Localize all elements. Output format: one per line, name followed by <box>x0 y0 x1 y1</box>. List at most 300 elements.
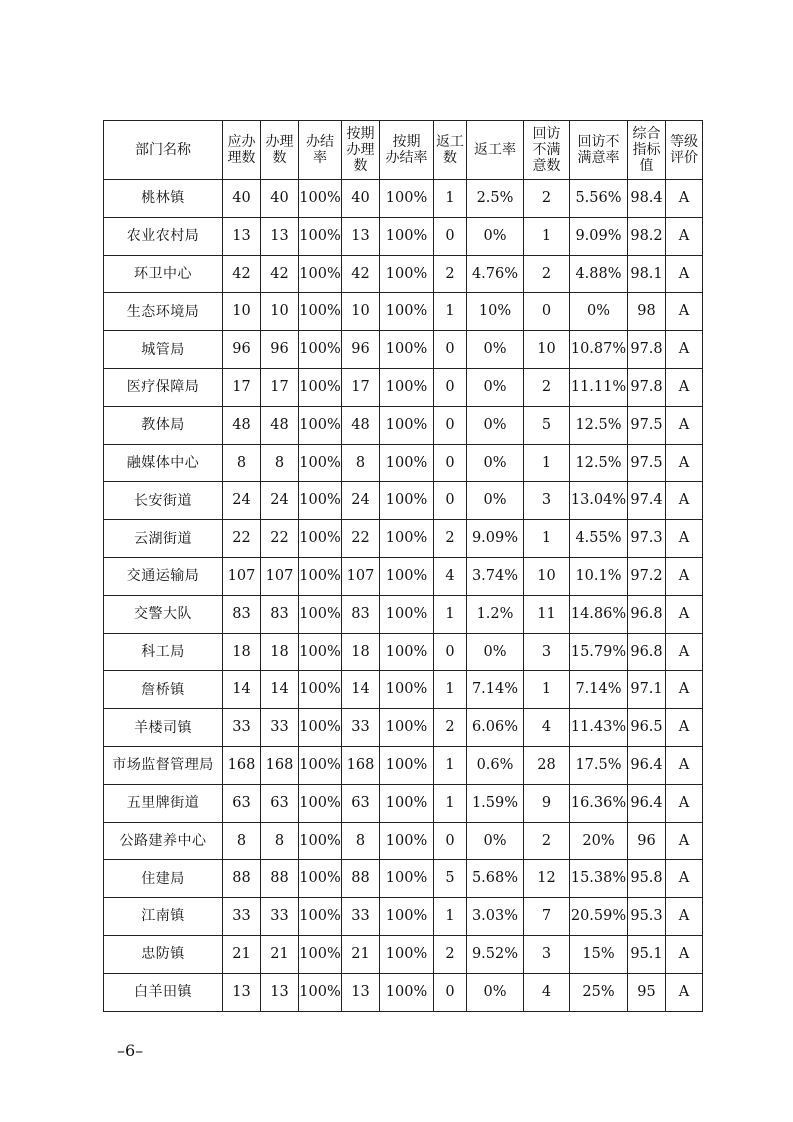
table-cell: 33 <box>342 709 380 747</box>
table-cell: 16.36% <box>570 784 628 822</box>
table-cell: 12.5% <box>570 406 628 444</box>
table-cell: A <box>666 293 703 331</box>
table-cell: 83 <box>342 595 380 633</box>
table-cell: 83 <box>261 595 299 633</box>
column-header: 办结 率 <box>299 121 342 180</box>
table-cell: 13.04% <box>570 482 628 520</box>
table-cell: 100% <box>299 633 342 671</box>
table-cell: A <box>666 973 703 1011</box>
table-cell: 0 <box>434 406 467 444</box>
table-cell: 8 <box>261 444 299 482</box>
table-cell: 7.14% <box>467 671 524 709</box>
table-cell: 0 <box>434 368 467 406</box>
table-cell: 100% <box>299 595 342 633</box>
table-cell: 7 <box>524 898 570 936</box>
table-cell: 0% <box>570 293 628 331</box>
table-cell: 21 <box>261 935 299 973</box>
column-header: 返工 数 <box>434 121 467 180</box>
table-row <box>104 444 703 482</box>
table-cell: A <box>666 898 703 936</box>
table-cell: 0% <box>467 633 524 671</box>
table-cell: 100% <box>380 255 434 293</box>
table-cell: A <box>666 746 703 784</box>
table-cell: 1 <box>434 293 467 331</box>
table-row <box>104 898 703 936</box>
table-cell: 96.4 <box>628 746 666 784</box>
table-cell: A <box>666 255 703 293</box>
table-cell: 100% <box>299 860 342 898</box>
table-cell: A <box>666 784 703 822</box>
table-cell: A <box>666 331 703 369</box>
table-cell: 13 <box>342 217 380 255</box>
table-cell: 22 <box>223 520 261 558</box>
department-name-cell: 交警大队 <box>104 595 223 633</box>
table-cell: 2 <box>524 180 570 218</box>
table-cell: 83 <box>223 595 261 633</box>
table-cell: 96.8 <box>628 633 666 671</box>
table-cell: 97.5 <box>628 444 666 482</box>
table-cell: 17 <box>261 368 299 406</box>
table-row <box>104 293 703 331</box>
table-cell: 107 <box>223 557 261 595</box>
table-cell: 1 <box>434 595 467 633</box>
table-cell: 10 <box>342 293 380 331</box>
table-cell: 95.8 <box>628 860 666 898</box>
table-cell: 168 <box>342 746 380 784</box>
table-cell: 100% <box>299 557 342 595</box>
table-cell: A <box>666 595 703 633</box>
table-cell: 40 <box>342 180 380 218</box>
table-cell: 42 <box>342 255 380 293</box>
table-cell: 100% <box>299 822 342 860</box>
table-cell: 17.5% <box>570 746 628 784</box>
table-cell: 42 <box>223 255 261 293</box>
department-name-cell: 医疗保障局 <box>104 368 223 406</box>
table-cell: 40 <box>223 180 261 218</box>
table-row <box>104 671 703 709</box>
table-cell: 33 <box>261 898 299 936</box>
table-cell: 33 <box>223 709 261 747</box>
table-cell: 0% <box>467 444 524 482</box>
table-cell: 100% <box>299 935 342 973</box>
table-cell: 5.68% <box>467 860 524 898</box>
table-cell: A <box>666 709 703 747</box>
department-name-cell: 环卫中心 <box>104 255 223 293</box>
table-cell: 6.06% <box>467 709 524 747</box>
table-cell: 13 <box>342 973 380 1011</box>
table-row <box>104 520 703 558</box>
table-cell: 5 <box>524 406 570 444</box>
table-cell: 96.8 <box>628 595 666 633</box>
column-header: 按期 办结率 <box>380 121 434 180</box>
table-row <box>104 860 703 898</box>
table-cell: 100% <box>380 671 434 709</box>
table-cell: 2 <box>434 709 467 747</box>
table-cell: 100% <box>299 180 342 218</box>
page-number: –6– <box>117 1041 144 1060</box>
table-cell: 48 <box>223 406 261 444</box>
table-cell: 18 <box>261 633 299 671</box>
department-name-cell: 忠防镇 <box>104 935 223 973</box>
table-cell: 0 <box>434 444 467 482</box>
table-cell: 100% <box>299 898 342 936</box>
evaluation-table <box>103 120 703 1012</box>
table-cell: 100% <box>380 293 434 331</box>
table-cell: 2 <box>434 520 467 558</box>
table-cell: 97.4 <box>628 482 666 520</box>
table-cell: 100% <box>380 898 434 936</box>
table-cell: 63 <box>223 784 261 822</box>
department-name-cell: 羊楼司镇 <box>104 709 223 747</box>
table-cell: 100% <box>299 482 342 520</box>
table-row <box>104 935 703 973</box>
table-cell: 24 <box>261 482 299 520</box>
table-cell: 22 <box>342 520 380 558</box>
table-row <box>104 255 703 293</box>
table-cell: 0 <box>434 482 467 520</box>
table-cell: 0 <box>434 633 467 671</box>
department-name-cell: 教体局 <box>104 406 223 444</box>
table-cell: 33 <box>261 709 299 747</box>
table-cell: 97.2 <box>628 557 666 595</box>
table-cell: 0% <box>467 973 524 1011</box>
table-cell: 10 <box>524 557 570 595</box>
column-header: 办理 数 <box>261 121 299 180</box>
column-header: 部门名称 <box>104 121 223 180</box>
table-cell: 88 <box>223 860 261 898</box>
table-cell: 2 <box>434 255 467 293</box>
table-cell: 97.8 <box>628 331 666 369</box>
table-cell: 0 <box>434 973 467 1011</box>
table-cell: 21 <box>223 935 261 973</box>
table-cell: 100% <box>380 368 434 406</box>
table-cell: A <box>666 444 703 482</box>
table-cell: 1.59% <box>467 784 524 822</box>
table-cell: 100% <box>299 255 342 293</box>
table-cell: A <box>666 935 703 973</box>
department-name-cell: 五里牌街道 <box>104 784 223 822</box>
department-name-cell: 住建局 <box>104 860 223 898</box>
table-cell: 63 <box>261 784 299 822</box>
department-name-cell: 交通运输局 <box>104 557 223 595</box>
table-cell: 100% <box>299 520 342 558</box>
table-cell: 20% <box>570 822 628 860</box>
table-cell: 5 <box>434 860 467 898</box>
table-header <box>104 121 703 180</box>
table-cell: 1 <box>434 784 467 822</box>
table-cell: 98.4 <box>628 180 666 218</box>
table-cell: 28 <box>524 746 570 784</box>
table-cell: 100% <box>380 180 434 218</box>
table-row <box>104 822 703 860</box>
department-name-cell: 农业农村局 <box>104 217 223 255</box>
table-cell: 3 <box>524 633 570 671</box>
table-cell: 17 <box>223 368 261 406</box>
table-cell: 100% <box>380 482 434 520</box>
table-cell: 1 <box>434 671 467 709</box>
table-cell: 5.56% <box>570 180 628 218</box>
table-row <box>104 784 703 822</box>
table-cell: 97.3 <box>628 520 666 558</box>
column-header: 按期 办理 数 <box>342 121 380 180</box>
table-cell: 8 <box>261 822 299 860</box>
table-cell: 25% <box>570 973 628 1011</box>
table-cell: 18 <box>342 633 380 671</box>
table-cell: 98.1 <box>628 255 666 293</box>
table-cell: 13 <box>223 973 261 1011</box>
table-cell: 97.5 <box>628 406 666 444</box>
table-cell: 24 <box>223 482 261 520</box>
table-cell: 0 <box>434 822 467 860</box>
table-cell: 100% <box>299 293 342 331</box>
table-cell: 98.2 <box>628 217 666 255</box>
table-cell: 8 <box>223 822 261 860</box>
table-cell: 63 <box>342 784 380 822</box>
table-cell: A <box>666 860 703 898</box>
table-cell: 9 <box>524 784 570 822</box>
table-cell: 4.76% <box>467 255 524 293</box>
department-name-cell: 融媒体中心 <box>104 444 223 482</box>
table-row <box>104 331 703 369</box>
table-cell: 10 <box>223 293 261 331</box>
table-cell: A <box>666 482 703 520</box>
table-cell: 1.2% <box>467 595 524 633</box>
table-cell: 8 <box>223 444 261 482</box>
table-cell: 100% <box>299 671 342 709</box>
table-cell: 88 <box>342 860 380 898</box>
table-cell: 2 <box>434 935 467 973</box>
table-cell: 22 <box>261 520 299 558</box>
table-cell: 168 <box>223 746 261 784</box>
table-cell: 13 <box>223 217 261 255</box>
table-cell: 100% <box>380 935 434 973</box>
table-cell: A <box>666 368 703 406</box>
table-cell: 100% <box>299 444 342 482</box>
table-cell: 96 <box>261 331 299 369</box>
table-cell: 97.1 <box>628 671 666 709</box>
table-row <box>104 217 703 255</box>
table-cell: 24 <box>342 482 380 520</box>
table-cell: 7.14% <box>570 671 628 709</box>
table-cell: 97.8 <box>628 368 666 406</box>
table-cell: A <box>666 822 703 860</box>
table-cell: 4.88% <box>570 255 628 293</box>
table-cell: A <box>666 557 703 595</box>
table-cell: 95.3 <box>628 898 666 936</box>
department-name-cell: 江南镇 <box>104 898 223 936</box>
table-cell: 4 <box>524 973 570 1011</box>
table-cell: 18 <box>223 633 261 671</box>
table-cell: 15% <box>570 935 628 973</box>
table-row <box>104 746 703 784</box>
table-cell: 100% <box>380 822 434 860</box>
table-cell: 100% <box>380 557 434 595</box>
table-cell: 3.74% <box>467 557 524 595</box>
table-cell: 107 <box>261 557 299 595</box>
table-row <box>104 973 703 1011</box>
table-cell: 100% <box>380 444 434 482</box>
table-cell: 100% <box>380 860 434 898</box>
table-cell: 100% <box>380 709 434 747</box>
table-cell: 33 <box>342 898 380 936</box>
table-row <box>104 482 703 520</box>
table-cell: 2 <box>524 822 570 860</box>
table-cell: 20.59% <box>570 898 628 936</box>
table-cell: 1 <box>434 746 467 784</box>
table-cell: 0 <box>434 331 467 369</box>
table-cell: 12 <box>524 860 570 898</box>
table-cell: 100% <box>299 784 342 822</box>
table-cell: 14.86% <box>570 595 628 633</box>
table-cell: 96.5 <box>628 709 666 747</box>
table-cell: 100% <box>299 368 342 406</box>
table-cell: 1 <box>434 180 467 218</box>
table-cell: 10.1% <box>570 557 628 595</box>
department-name-cell: 长安街道 <box>104 482 223 520</box>
column-header: 返工率 <box>467 121 524 180</box>
table-cell: 2.5% <box>467 180 524 218</box>
table-cell: 9.52% <box>467 935 524 973</box>
table-cell: 100% <box>380 520 434 558</box>
table-cell: 48 <box>342 406 380 444</box>
table-cell: 14 <box>261 671 299 709</box>
table-cell: A <box>666 671 703 709</box>
table-cell: 0% <box>467 368 524 406</box>
table-cell: 2 <box>524 368 570 406</box>
table-cell: 100% <box>299 406 342 444</box>
column-header: 等级 评价 <box>666 121 703 180</box>
department-name-cell: 公路建养中心 <box>104 822 223 860</box>
table-cell: 96 <box>223 331 261 369</box>
table-cell: 13 <box>261 973 299 1011</box>
table-cell: 21 <box>342 935 380 973</box>
table-cell: 3.03% <box>467 898 524 936</box>
column-header: 回访不 满意率 <box>570 121 628 180</box>
table-cell: 95 <box>628 973 666 1011</box>
table-row <box>104 180 703 218</box>
table-cell: 0.6% <box>467 746 524 784</box>
table-cell: 95.1 <box>628 935 666 973</box>
table-cell: 3 <box>524 482 570 520</box>
table-cell: 98 <box>628 293 666 331</box>
table-cell: 100% <box>380 973 434 1011</box>
table-cell: 96.4 <box>628 784 666 822</box>
table-row <box>104 368 703 406</box>
table-cell: 0% <box>467 217 524 255</box>
table-cell: 4.55% <box>570 520 628 558</box>
table-cell: 14 <box>342 671 380 709</box>
table-cell: A <box>666 217 703 255</box>
table-cell: 1 <box>524 217 570 255</box>
department-name-cell: 生态环境局 <box>104 293 223 331</box>
table-cell: 42 <box>261 255 299 293</box>
table-cell: 100% <box>380 406 434 444</box>
table-cell: 100% <box>299 331 342 369</box>
table-cell: A <box>666 406 703 444</box>
department-name-cell: 桃林镇 <box>104 180 223 218</box>
table-cell: 2 <box>524 255 570 293</box>
table-cell: 100% <box>380 746 434 784</box>
column-header: 应办 理数 <box>223 121 261 180</box>
table-cell: 48 <box>261 406 299 444</box>
table-cell: A <box>666 520 703 558</box>
table-cell: 10 <box>524 331 570 369</box>
column-header: 综合 指标 值 <box>628 121 666 180</box>
table-cell: 100% <box>380 331 434 369</box>
table-cell: 9.09% <box>570 217 628 255</box>
table-cell: 13 <box>261 217 299 255</box>
table-cell: 0 <box>524 293 570 331</box>
table-cell: 0% <box>467 331 524 369</box>
table-cell: 0% <box>467 822 524 860</box>
department-name-cell: 城管局 <box>104 331 223 369</box>
department-name-cell: 白羊田镇 <box>104 973 223 1011</box>
table-cell: 100% <box>299 709 342 747</box>
table-row <box>104 557 703 595</box>
table-cell: 11.11% <box>570 368 628 406</box>
table-cell: 1 <box>524 520 570 558</box>
table-cell: 100% <box>380 595 434 633</box>
header-row <box>104 121 703 180</box>
table-cell: 100% <box>299 973 342 1011</box>
table-cell: 1 <box>434 898 467 936</box>
table-cell: 9.09% <box>467 520 524 558</box>
table-cell: 8 <box>342 822 380 860</box>
table-cell: 1 <box>524 444 570 482</box>
table-cell: 88 <box>261 860 299 898</box>
department-name-cell: 市场监督管理局 <box>104 746 223 784</box>
table-cell: 100% <box>299 746 342 784</box>
table-cell: 107 <box>342 557 380 595</box>
column-header: 回访 不满 意数 <box>524 121 570 180</box>
table-cell: 8 <box>342 444 380 482</box>
department-name-cell: 云湖街道 <box>104 520 223 558</box>
table-cell: 0 <box>434 217 467 255</box>
department-name-cell: 詹桥镇 <box>104 671 223 709</box>
table-cell: 100% <box>380 784 434 822</box>
table-cell: 100% <box>380 633 434 671</box>
table-cell: 33 <box>223 898 261 936</box>
table-cell: 0% <box>467 482 524 520</box>
table-cell: A <box>666 633 703 671</box>
table-cell: 10.87% <box>570 331 628 369</box>
table-body <box>104 180 703 1012</box>
department-name-cell: 科工局 <box>104 633 223 671</box>
table-cell: 12.5% <box>570 444 628 482</box>
table-cell: 4 <box>434 557 467 595</box>
table-cell: A <box>666 180 703 218</box>
table-cell: 168 <box>261 746 299 784</box>
table-row <box>104 406 703 444</box>
table-cell: 100% <box>380 217 434 255</box>
table-cell: 11 <box>524 595 570 633</box>
table-cell: 96 <box>342 331 380 369</box>
table-cell: 96 <box>628 822 666 860</box>
table-row <box>104 709 703 747</box>
table-cell: 3 <box>524 935 570 973</box>
table-cell: 10 <box>261 293 299 331</box>
table-cell: 0% <box>467 406 524 444</box>
table-cell: 15.38% <box>570 860 628 898</box>
table-cell: 10% <box>467 293 524 331</box>
table-cell: 15.79% <box>570 633 628 671</box>
table-row <box>104 633 703 671</box>
table-cell: 40 <box>261 180 299 218</box>
table-row <box>104 595 703 633</box>
table-cell: 17 <box>342 368 380 406</box>
table-cell: 11.43% <box>570 709 628 747</box>
table-cell: 14 <box>223 671 261 709</box>
